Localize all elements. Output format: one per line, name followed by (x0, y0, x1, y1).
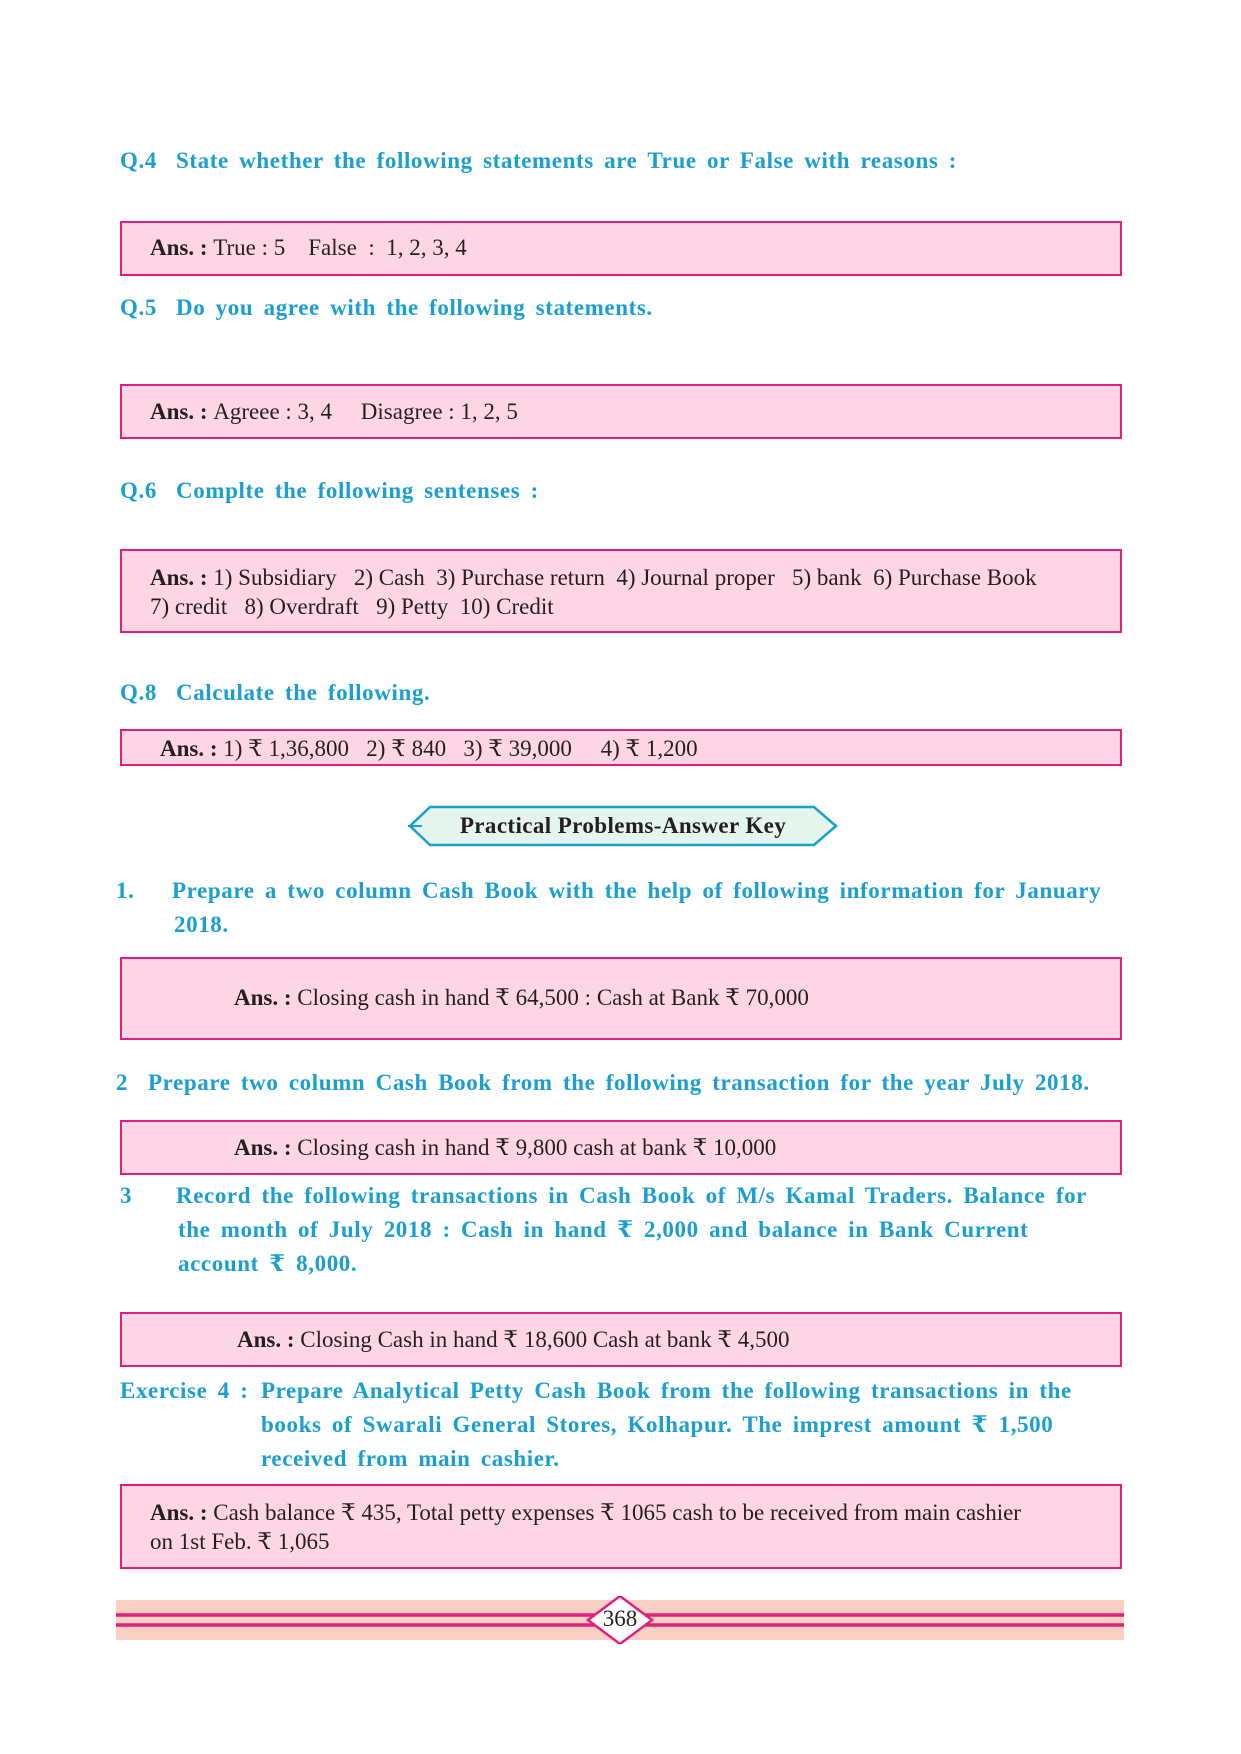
question-text: Do you agree with the following statements. (176, 295, 653, 320)
q8-answer-box (120, 729, 1122, 766)
problem-1-heading (116, 874, 1126, 942)
answer-label: Ans. : (150, 399, 208, 424)
answer-line-2: 7) credit 8) Overdraft 9) Petty 10) Credit (150, 594, 554, 619)
q5-answer-box (120, 384, 1122, 439)
problem-text-line-2: the month of July 2018 : Cash in hand ₹ 2,000 and balance in Bank Current (178, 1217, 1029, 1242)
answer-label: Ans. : (150, 1500, 208, 1525)
problem-number: 1. (116, 878, 135, 903)
section-banner (408, 805, 838, 847)
q4-heading (120, 144, 1120, 178)
answer-label: Ans. : (150, 565, 208, 590)
problem-text-line-1: Record the following transactions in Cash Book of M/s Kamal Traders. Balance for (176, 1183, 1087, 1208)
exercise-label: Exercise 4 : (120, 1378, 249, 1403)
answer-text: Closing cash in hand ₹ 64,500 : Cash at Bank ₹ 70,000 (297, 985, 809, 1010)
question-number: Q.4 (120, 148, 157, 173)
problem-number: 2 (116, 1070, 129, 1095)
question-text: State whether the following statements are True or False with reasons : (176, 148, 957, 173)
problem-text-line-1: Prepare a two column Cash Book with the help of following information for January (172, 878, 1102, 903)
answer-label: Ans. : (234, 1135, 292, 1160)
problem-3-heading (120, 1179, 1130, 1281)
answer-label: Ans. : (234, 985, 292, 1010)
exercise-text-line-3: received from main cashier. (261, 1446, 560, 1471)
answer-line-1 (150, 1498, 1120, 1527)
answer-text: 1) ₹ 1,36,800 2) ₹ 840 3) ₹ 39,000 4) ₹ 1,200 (223, 736, 698, 761)
answer-text: Closing Cash in hand ₹ 18,600 Cash at bank ₹ 4,500 (300, 1327, 790, 1352)
answer-label: Ans. : (150, 235, 208, 260)
answer-label: Ans. : (160, 736, 218, 761)
question-number: Q.6 (120, 478, 157, 503)
problem-text: Prepare two column Cash Book from the following transaction for the year July 2018. (148, 1070, 1090, 1095)
banner-title: Practical Problems-Answer Key (459, 813, 787, 838)
page-number: 368 (602, 1606, 638, 1631)
answer-line-1 (150, 563, 1120, 592)
answer-label: Ans. : (237, 1327, 295, 1352)
question-text: Calculate the following. (176, 680, 431, 705)
problem-2-answer-box (120, 1120, 1122, 1175)
question-text: Complte the following sentenses : (176, 478, 539, 503)
answer-text: True : 5 False : 1, 2, 3, 4 (213, 235, 467, 260)
answer-text: Agreee : 3, 4 Disagree : 1, 2, 5 (213, 399, 518, 424)
answer-line-2: on 1st Feb. ₹ 1,065 (150, 1529, 330, 1554)
question-number: Q.8 (120, 680, 157, 705)
q5-heading (120, 291, 1120, 325)
answer-text: Closing cash in hand ₹ 9,800 cash at bank ₹ 10,000 (297, 1135, 777, 1160)
q8-heading (120, 676, 1120, 710)
question-number: Q.5 (120, 295, 157, 320)
exercise-text-line-2: books of Swarali General Stores, Kolhapur. The imprest amount ₹ 1,500 (261, 1412, 1054, 1437)
problem-text-line-3: account ₹ 8,000. (178, 1251, 358, 1276)
q6-answer-box (120, 549, 1122, 633)
problem-text-line-2: 2018. (174, 912, 229, 937)
q6-heading (120, 474, 1120, 508)
problem-2-heading (116, 1066, 1126, 1100)
exercise-4-answer-box (120, 1484, 1122, 1569)
exercise-4-heading (120, 1374, 1130, 1476)
problem-3-answer-box (120, 1312, 1122, 1367)
page-footer (116, 1596, 1124, 1644)
answer-text: Cash balance ₹ 435, Total petty expenses ₹ 1065 cash to be received from main cashier (213, 1500, 1021, 1525)
q4-answer-box (120, 221, 1122, 276)
answer-text: 1) Subsidiary 2) Cash 3) Purchase return 4) Journal proper 5) bank 6) Purchase Book (213, 565, 1037, 590)
exercise-text-line-1: Prepare Analytical Petty Cash Book from the following transactions in the (261, 1378, 1072, 1403)
problem-1-answer-box (120, 957, 1122, 1040)
problem-number: 3 (120, 1183, 133, 1208)
